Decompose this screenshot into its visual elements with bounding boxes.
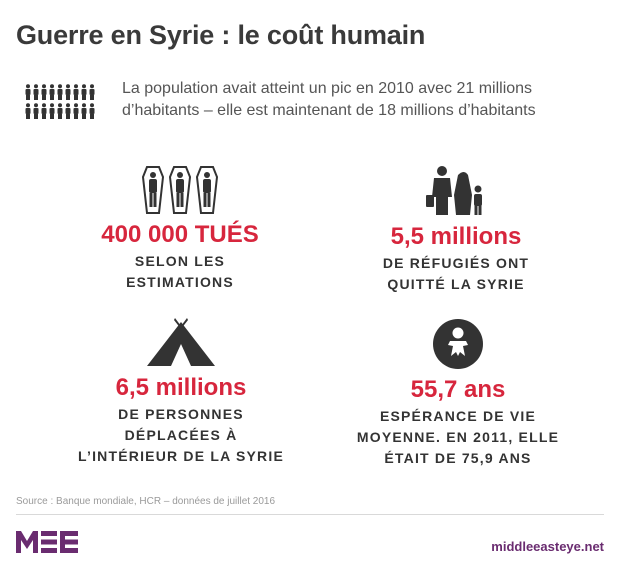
person-icon [50,103,55,119]
person-icon [58,84,63,100]
stat-refugees [356,165,556,295]
stat-displaced [56,318,306,467]
person-icon [50,84,55,100]
person-icon [82,103,87,119]
person-icon [90,84,95,100]
stat-killed [80,165,280,293]
person-icon [34,84,39,100]
refugee-family-icon [426,165,486,217]
mee-logo [16,531,78,553]
stat-description: SELON LES ESTIMATIONS [126,253,234,290]
people-grid-icon [24,84,96,120]
page-title: Guerre en Syrie : le coût humain [16,20,426,50]
population-text: La population avait atteint un pic en 2010 avec 21 millions d’habitants – elle est maintenant de 18 millions d’habitants [122,80,536,119]
person-icon [82,84,87,100]
stat-value: 55,7 ans [410,376,506,403]
person-icon [42,103,47,119]
tent-icon [145,318,217,368]
stat-description: ESPÉRANCE DE VIE MOYENNE. EN 2011, ELLE ÉTAIT DE 75,9 ANS [356,408,560,466]
stat-value: 6,5 millions [115,374,247,401]
person-icon [66,84,71,100]
stat-life-expectancy [338,318,578,469]
person-icon [34,103,39,119]
person-icon [74,103,79,119]
stat-value: 5,5 millions [390,223,522,250]
baby-icon [432,318,484,370]
stat-description: DE PERSONNES DÉPLACÉES À L’INTÉRIEUR DE LA SYRIE [78,406,284,464]
person-icon [74,84,79,100]
person-icon [66,103,71,119]
stat-description: DE RÉFUGIÉS ONT QUITTÉ LA SYRIE [382,255,530,292]
person-icon [90,103,95,119]
coffins-icon [140,165,220,215]
footer-divider [16,514,604,515]
person-icon [26,103,31,119]
stat-value: 400 000 TUÉS [101,221,259,248]
person-icon [42,84,47,100]
source-note: Source : Banque mondiale, HCR – données de juillet 2016 [16,496,276,507]
site-url: middleeasteye.net [491,539,604,554]
person-icon [58,103,63,119]
person-icon [26,84,31,100]
